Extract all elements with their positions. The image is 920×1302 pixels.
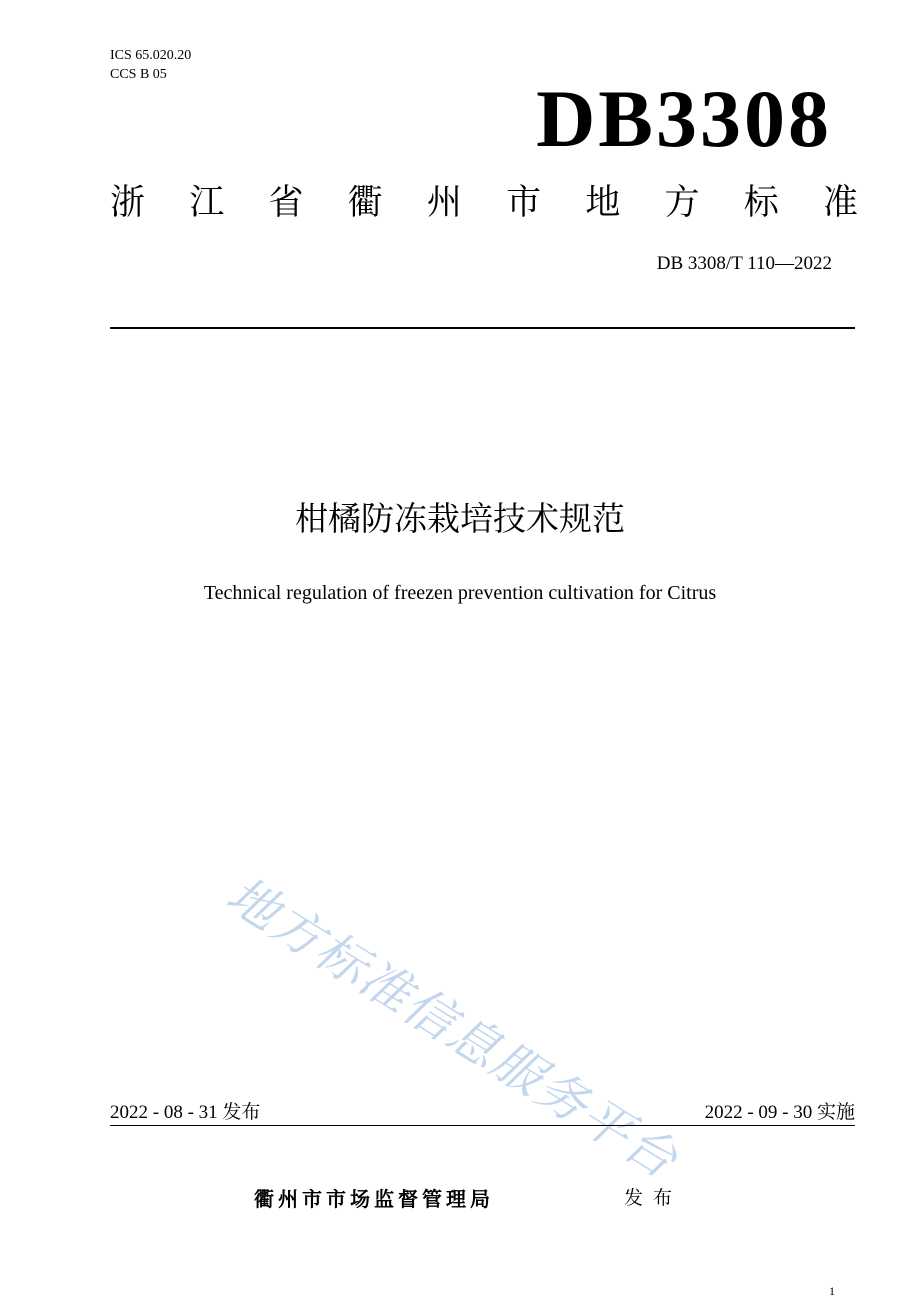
ccs-code: CCS B 05 [110, 67, 167, 82]
standard-type-char: 衢 [347, 183, 383, 223]
standard-number: DB 3308/T 110—2022 [656, 253, 832, 274]
standard-type-char: 标 [743, 183, 779, 223]
standard-type-char: 省 [268, 183, 304, 223]
standard-type-char: 浙 [110, 183, 146, 223]
date-divider [110, 1125, 855, 1126]
standard-type-title [110, 180, 858, 226]
standard-type-char: 市 [506, 183, 542, 223]
issue-label: 发布 [624, 1187, 683, 1209]
issuing-authority: 衢州市市场监督管理局 [254, 1187, 494, 1211]
watermark-text: 地方标准信息服务平台 [217, 866, 688, 1190]
ics-code: ICS 65.020.20 [110, 48, 192, 63]
release-date: 2022 - 08 - 31 发布 [110, 1102, 261, 1123]
document-title-chinese: 柑橘防冻栽培技术规范 [295, 499, 625, 538]
date-row [110, 1100, 855, 1126]
standard-type-char: 江 [189, 183, 225, 223]
standard-type-char: 方 [664, 183, 700, 223]
document-title-english: Technical regulation of freezen prevention cultivation for Citrus [203, 582, 717, 604]
standard-type-char: 地 [585, 183, 621, 223]
standard-logo: DB3308 [536, 73, 832, 164]
header-divider [110, 327, 855, 329]
implementation-date: 2022 - 09 - 30 实施 [704, 1102, 855, 1123]
standard-type-char: 州 [426, 183, 462, 223]
page-number: 1 [829, 1284, 835, 1298]
standard-type-char: 准 [822, 183, 858, 223]
classification-codes [110, 46, 191, 84]
